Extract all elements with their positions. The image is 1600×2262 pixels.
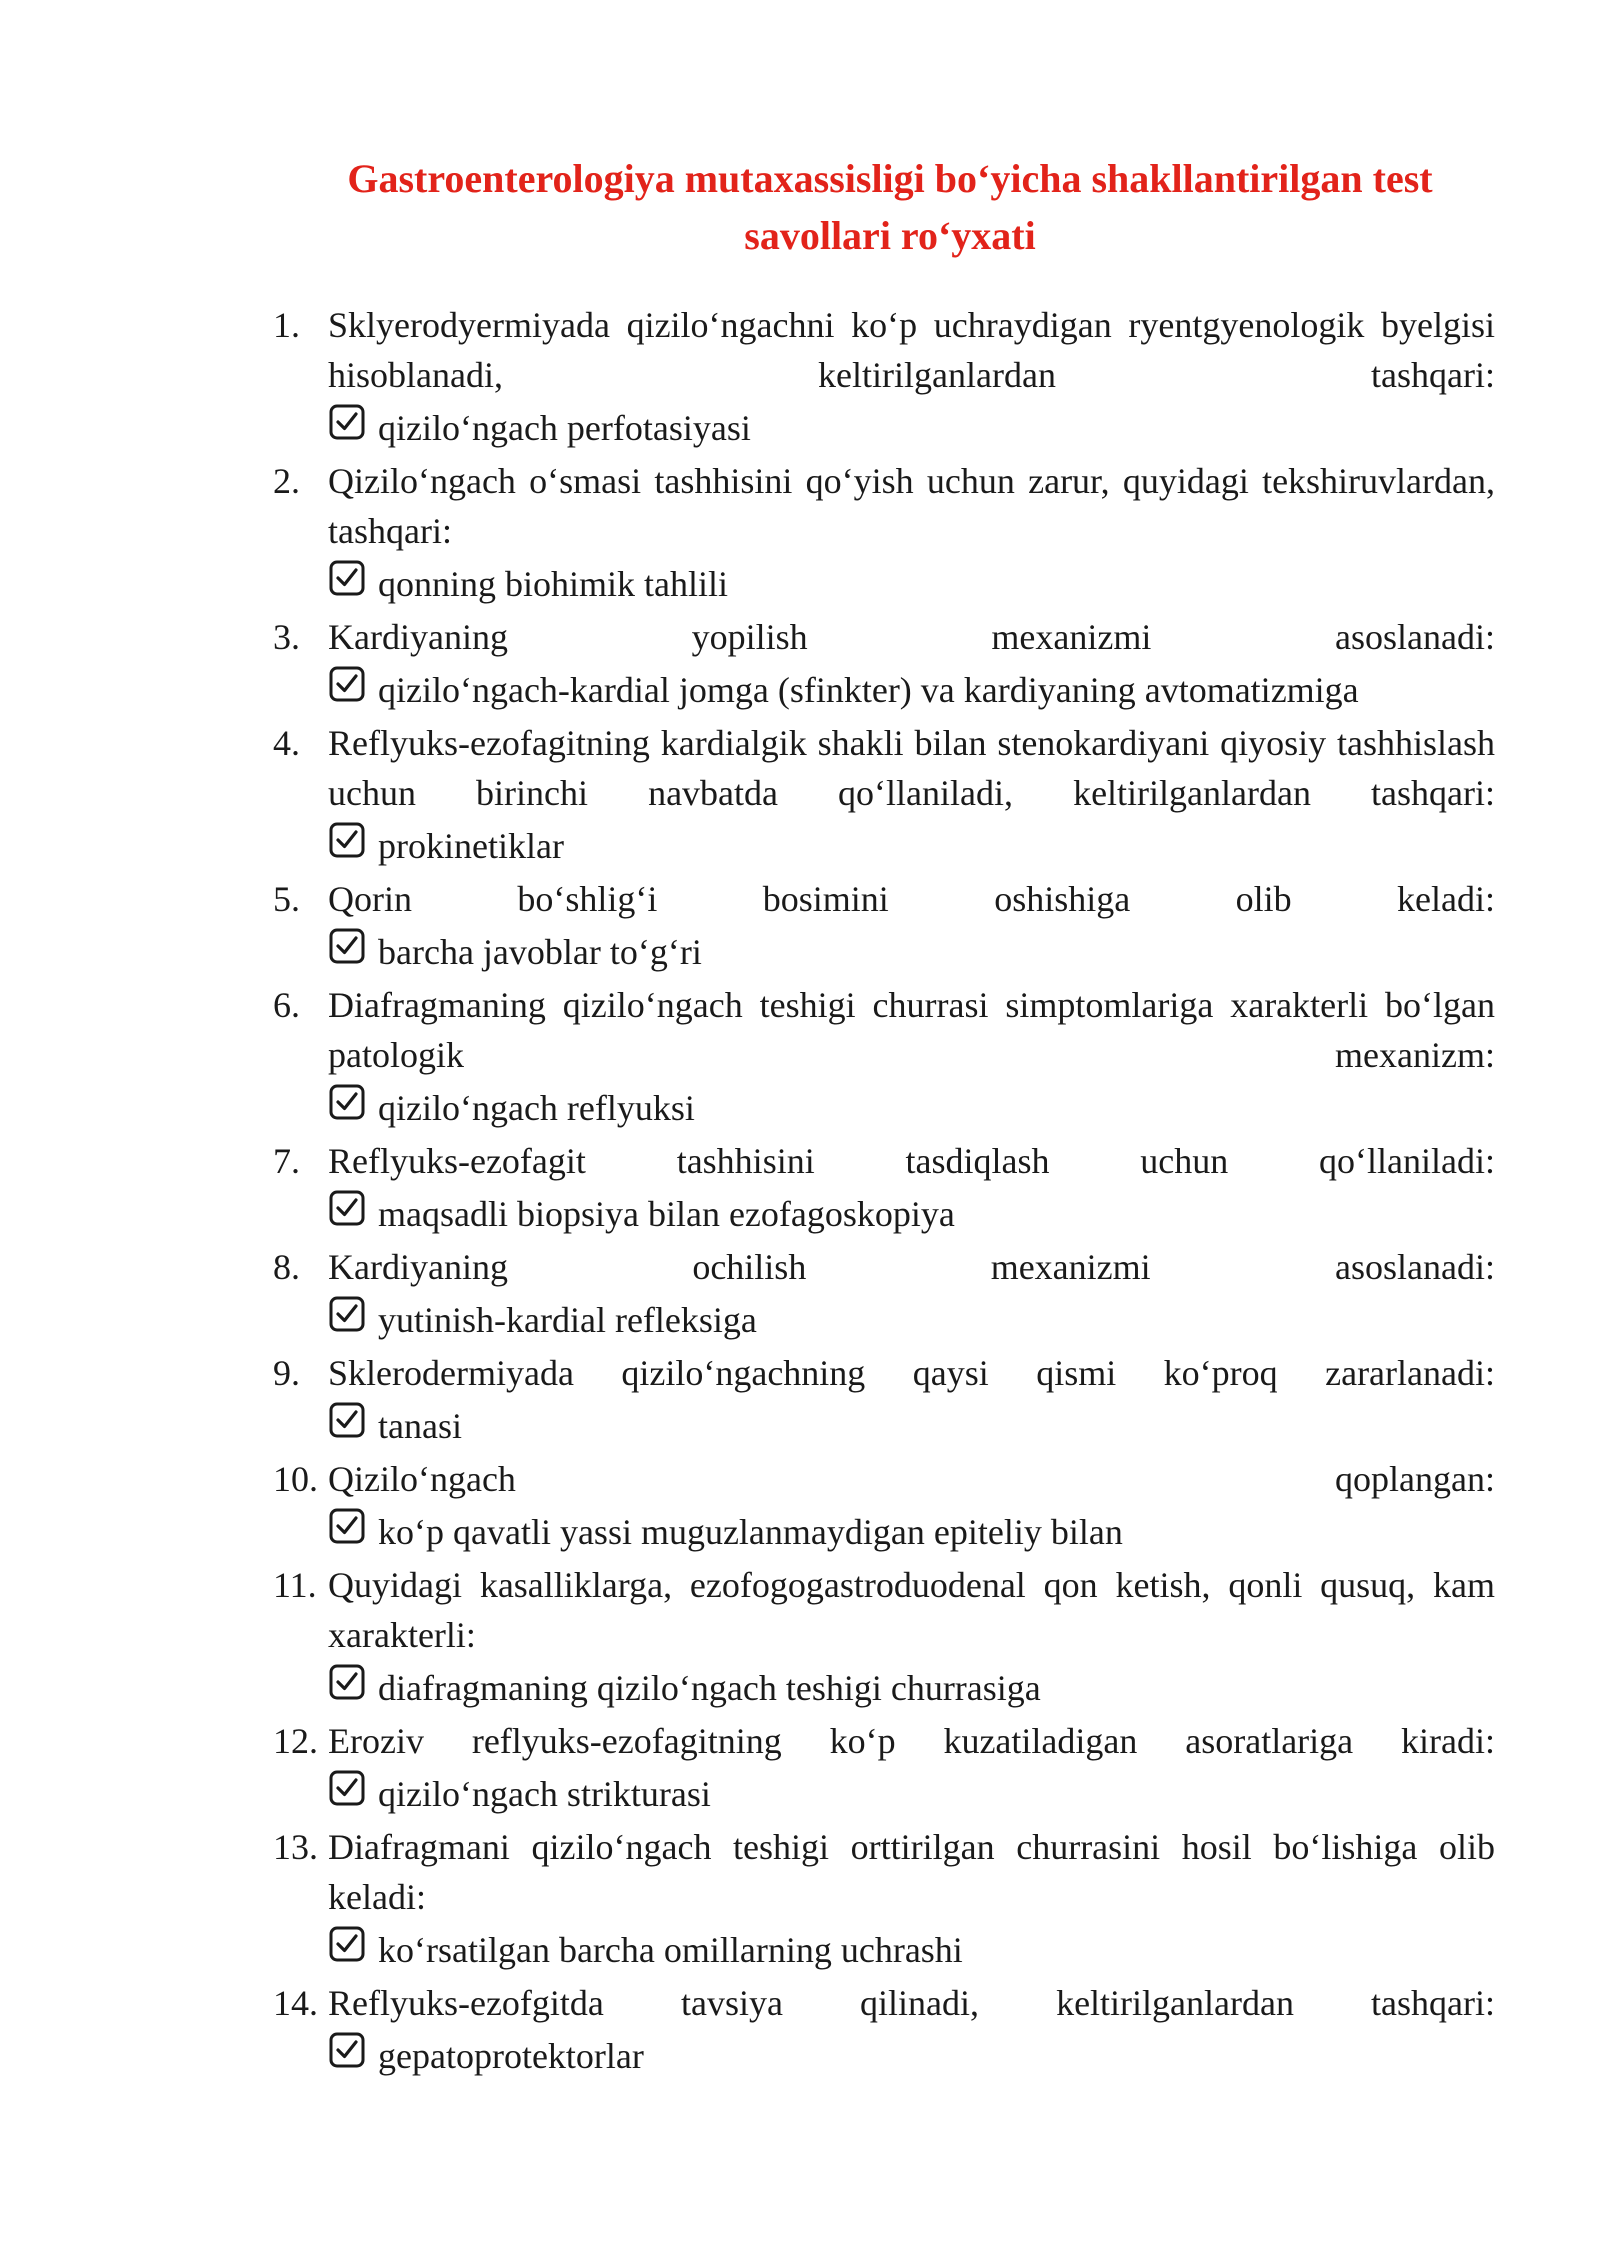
answer-row (328, 2028, 1495, 2084)
answer-text: qizilo‘ngach strikturasi (378, 1774, 711, 1814)
question-item (273, 456, 1495, 612)
question-number: 12. (273, 1721, 318, 1761)
answer-row (328, 662, 1495, 718)
question-text: Qizilo‘ngach o‘smasi tashhisini qo‘yish uchun zarur, quyidagi tekshiruvlardan, tashqari: (328, 461, 1495, 551)
question-text: Reflyuks-ezofagitning kardialgik shakli bilan stenokardiyani qiyosiy tashhislash uchun birinchi navbatda qo‘llaniladi, keltirilganlardan tashqari: (328, 723, 1495, 813)
question-text: Kardiyaning ochilish mexanizmi asoslanadi: (328, 1247, 1495, 1287)
checked-box-icon (328, 1769, 378, 1820)
question-number: 11. (273, 1565, 317, 1605)
question-item (273, 1560, 1495, 1716)
answer-row (328, 1766, 1495, 1822)
question-item (273, 1242, 1495, 1348)
checked-box-icon (328, 821, 378, 872)
answer-row (328, 1292, 1495, 1348)
answer-text: maqsadli biopsiya bilan ezofagoskopiya (378, 1194, 955, 1234)
question-item (273, 718, 1495, 874)
answer-text: tanasi (378, 1406, 462, 1446)
question-number: 10. (273, 1459, 318, 1499)
question-item (273, 1716, 1495, 1822)
answer-text: prokinetiklar (378, 826, 564, 866)
answer-text: ko‘rsatilgan barcha omillarning uchrashi (378, 1930, 963, 1970)
question-item (273, 612, 1495, 718)
answer-row (328, 1186, 1495, 1242)
answer-text: qizilo‘ngach perfotasiyasi (378, 408, 751, 448)
question-text: Qizilo‘ngach qoplangan: (328, 1459, 1495, 1499)
answer-row (328, 1660, 1495, 1716)
question-number: 2. (273, 461, 300, 501)
answer-text: qizilo‘ngach reflyuksi (378, 1088, 695, 1128)
checked-box-icon (328, 1401, 378, 1452)
checked-box-icon (328, 665, 378, 716)
question-text: Eroziv reflyuks-ezofagitning ko‘p kuzatiladigan asoratlariga kiradi: (328, 1721, 1495, 1761)
question-item (273, 1348, 1495, 1454)
answer-row (328, 818, 1495, 874)
answer-row (328, 924, 1495, 980)
checked-box-icon (328, 927, 378, 978)
checked-box-icon (328, 1189, 378, 1240)
question-item (273, 1454, 1495, 1560)
checked-box-icon (328, 1295, 378, 1346)
answer-row (328, 556, 1495, 612)
answer-text: yutinish-kardial refleksiga (378, 1300, 757, 1340)
question-text: Sklerodermiyada qizilo‘ngachning qaysi qismi ko‘proq zararlanadi: (328, 1353, 1495, 1393)
question-text: Diafragmani qizilo‘ngach teshigi orttirilgan churrasini hosil bo‘lishiga olib keladi: (328, 1827, 1495, 1917)
checked-box-icon (328, 1507, 378, 1558)
checked-box-icon (328, 403, 378, 454)
checked-box-icon (328, 1663, 378, 1714)
answer-text: barcha javoblar to‘g‘ri (378, 932, 702, 972)
question-number: 8. (273, 1247, 300, 1287)
checked-box-icon (328, 559, 378, 610)
question-item (273, 1822, 1495, 1978)
document-title: Gastroenterologiya mutaxassisligi bo‘yicha shakllantirilgan test savollari ro‘yxati (347, 156, 1433, 258)
question-text: Kardiyaning yopilish mexanizmi asoslanadi: (328, 617, 1495, 657)
checked-box-icon (328, 2031, 378, 2082)
question-item (273, 1136, 1495, 1242)
answer-text: qizilo‘ngach-kardial jomga (sfinkter) va kardiyaning avtomatizmiga (378, 670, 1359, 710)
question-text: Qorin bo‘shlig‘i bosimini oshishiga olib keladi: (328, 879, 1495, 919)
question-number: 13. (273, 1827, 318, 1867)
answer-text: gepatoprotektorlar (378, 2036, 644, 2076)
question-list (273, 300, 1495, 2084)
question-text: Sklyerodyermiyada qizilo‘ngachni ko‘p uchraydigan ryentgyenologik byelgisi hisoblanadi, keltirilganlardan tashqari: (328, 305, 1495, 395)
question-number: 4. (273, 723, 300, 763)
answer-row (328, 1080, 1495, 1136)
question-number: 14. (273, 1983, 318, 2023)
answer-row (328, 1504, 1495, 1560)
question-text: Reflyuks-ezofagit tashhisini tasdiqlash uchun qo‘llaniladi: (328, 1141, 1495, 1181)
question-item (273, 980, 1495, 1136)
checked-box-icon (328, 1083, 378, 1134)
question-number: 1. (273, 305, 300, 345)
checked-box-icon (328, 1925, 378, 1976)
question-number: 3. (273, 617, 300, 657)
question-item (273, 300, 1495, 456)
question-number: 7. (273, 1141, 300, 1181)
question-item (273, 874, 1495, 980)
answer-row (328, 1922, 1495, 1978)
question-number: 6. (273, 985, 300, 1025)
answer-text: ko‘p qavatli yassi muguzlanmaydigan epiteliy bilan (378, 1512, 1123, 1552)
question-text: Reflyuks-ezofgitda tavsiya qilinadi, keltirilganlardan tashqari: (328, 1983, 1495, 2023)
answer-text: qonning biohimik tahlili (378, 564, 728, 604)
question-number: 5. (273, 879, 300, 919)
answer-row (328, 1398, 1495, 1454)
answer-text: diafragmaning qizilo‘ngach teshigi churrasiga (378, 1668, 1041, 1708)
question-number: 9. (273, 1353, 300, 1393)
question-text: Diafragmaning qizilo‘ngach teshigi churrasi simptomlariga xarakterli bo‘lgan patologik mexanizm: (328, 985, 1495, 1075)
answer-row (328, 400, 1495, 456)
question-item (273, 1978, 1495, 2084)
question-text: Quyidagi kasalliklarga, ezofogogastroduodenal qon ketish, qonli qusuq, kam xarakterli: (328, 1565, 1495, 1655)
